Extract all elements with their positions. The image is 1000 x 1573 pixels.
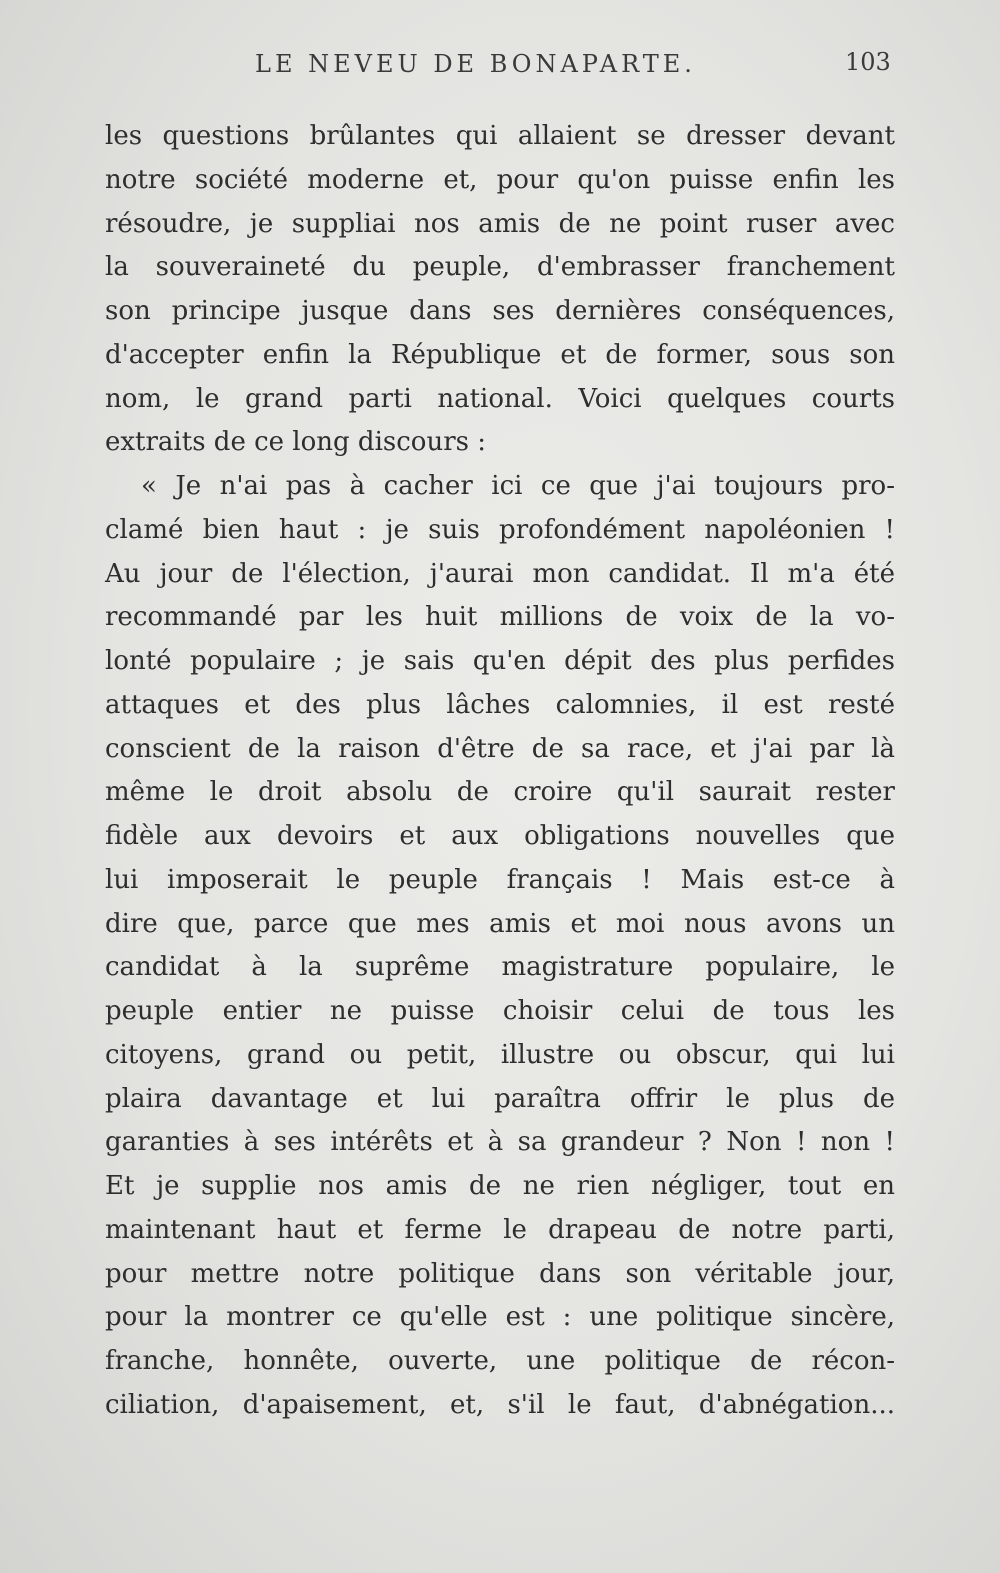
text-line: maintenant haut et ferme le drapeau de notre parti, <box>105 1214 895 1245</box>
text-line: dire que, parce que mes amis et moi nous avons un <box>105 908 895 939</box>
running-head-title: LE NEVEU DE BONAPARTE. <box>255 50 696 78</box>
text-line: recommandé par les huit millions de voix de la vo- <box>105 602 895 633</box>
text-line: son principe jusque dans ses dernières conséquences, <box>105 296 895 326</box>
text-line: citoyens, grand ou petit, illustre ou obscur, qui lui <box>105 1039 895 1070</box>
text-line: fidèle aux devoirs et aux obligations nouvelles que <box>105 821 895 851</box>
text-line: attaques et des plus lâches calomnies, il est resté <box>105 689 895 720</box>
text-line: lonté populaire ; je sais qu'en dépit des plus perfides <box>105 646 895 676</box>
text-line: nom, le grand parti national. Voici quelques courts <box>105 383 895 414</box>
text-line: extraits de ce long discours : <box>105 427 486 458</box>
text-line: peuple entier ne puisse choisir celui de tous les <box>105 996 895 1026</box>
page-number: 103 <box>845 48 891 76</box>
text-line: garanties à ses intérêts et à sa grandeur ? Non ! non ! <box>105 1127 895 1158</box>
text-line: pour mettre notre politique dans son véritable jour, <box>105 1258 895 1289</box>
text-line: clamé bien haut : je suis profondément napoléonien ! <box>105 514 895 545</box>
text-line: pour la montrer ce qu'elle est : une politique sincère, <box>105 1302 895 1333</box>
text-line: Et je supplie nos amis de ne rien négliger, tout en <box>105 1171 895 1201</box>
text-line: « Je n'ai pas à cacher ici ce que j'ai toujours pro- <box>141 471 895 501</box>
body-text <box>105 115 895 1428</box>
text-line: la souveraineté du peuple, d'embrasser franchement <box>105 252 895 283</box>
text-line: résoudre, je suppliai nos amis de ne point ruser avec <box>105 208 895 239</box>
text-line: ciliation, d'apaisement, et, s'il le faut, d'abnégation... <box>105 1389 895 1420</box>
text-line: les questions brûlantes qui allaient se dresser devant <box>105 121 895 151</box>
text-line: Au jour de l'élection, j'aurai mon candidat. Il m'a été <box>105 558 895 589</box>
text-line: d'accepter enfin la République et de former, sous son <box>105 339 895 370</box>
text-line: franche, honnête, ouverte, une politique de récon- <box>105 1346 895 1376</box>
text-line: notre société moderne et, pour qu'on puisse enfin les <box>105 164 895 195</box>
text-line: candidat à la suprême magistrature populaire, le <box>105 952 895 983</box>
text-line: conscient de la raison d'être de sa race, et j'ai par là <box>105 733 895 764</box>
text-line: même le droit absolu de croire qu'il saurait rester <box>105 777 895 808</box>
text-line: lui imposerait le peuple français ! Mais est-ce à <box>105 864 895 895</box>
text-line: plaira davantage et lui paraîtra offrir le plus de <box>105 1083 895 1114</box>
